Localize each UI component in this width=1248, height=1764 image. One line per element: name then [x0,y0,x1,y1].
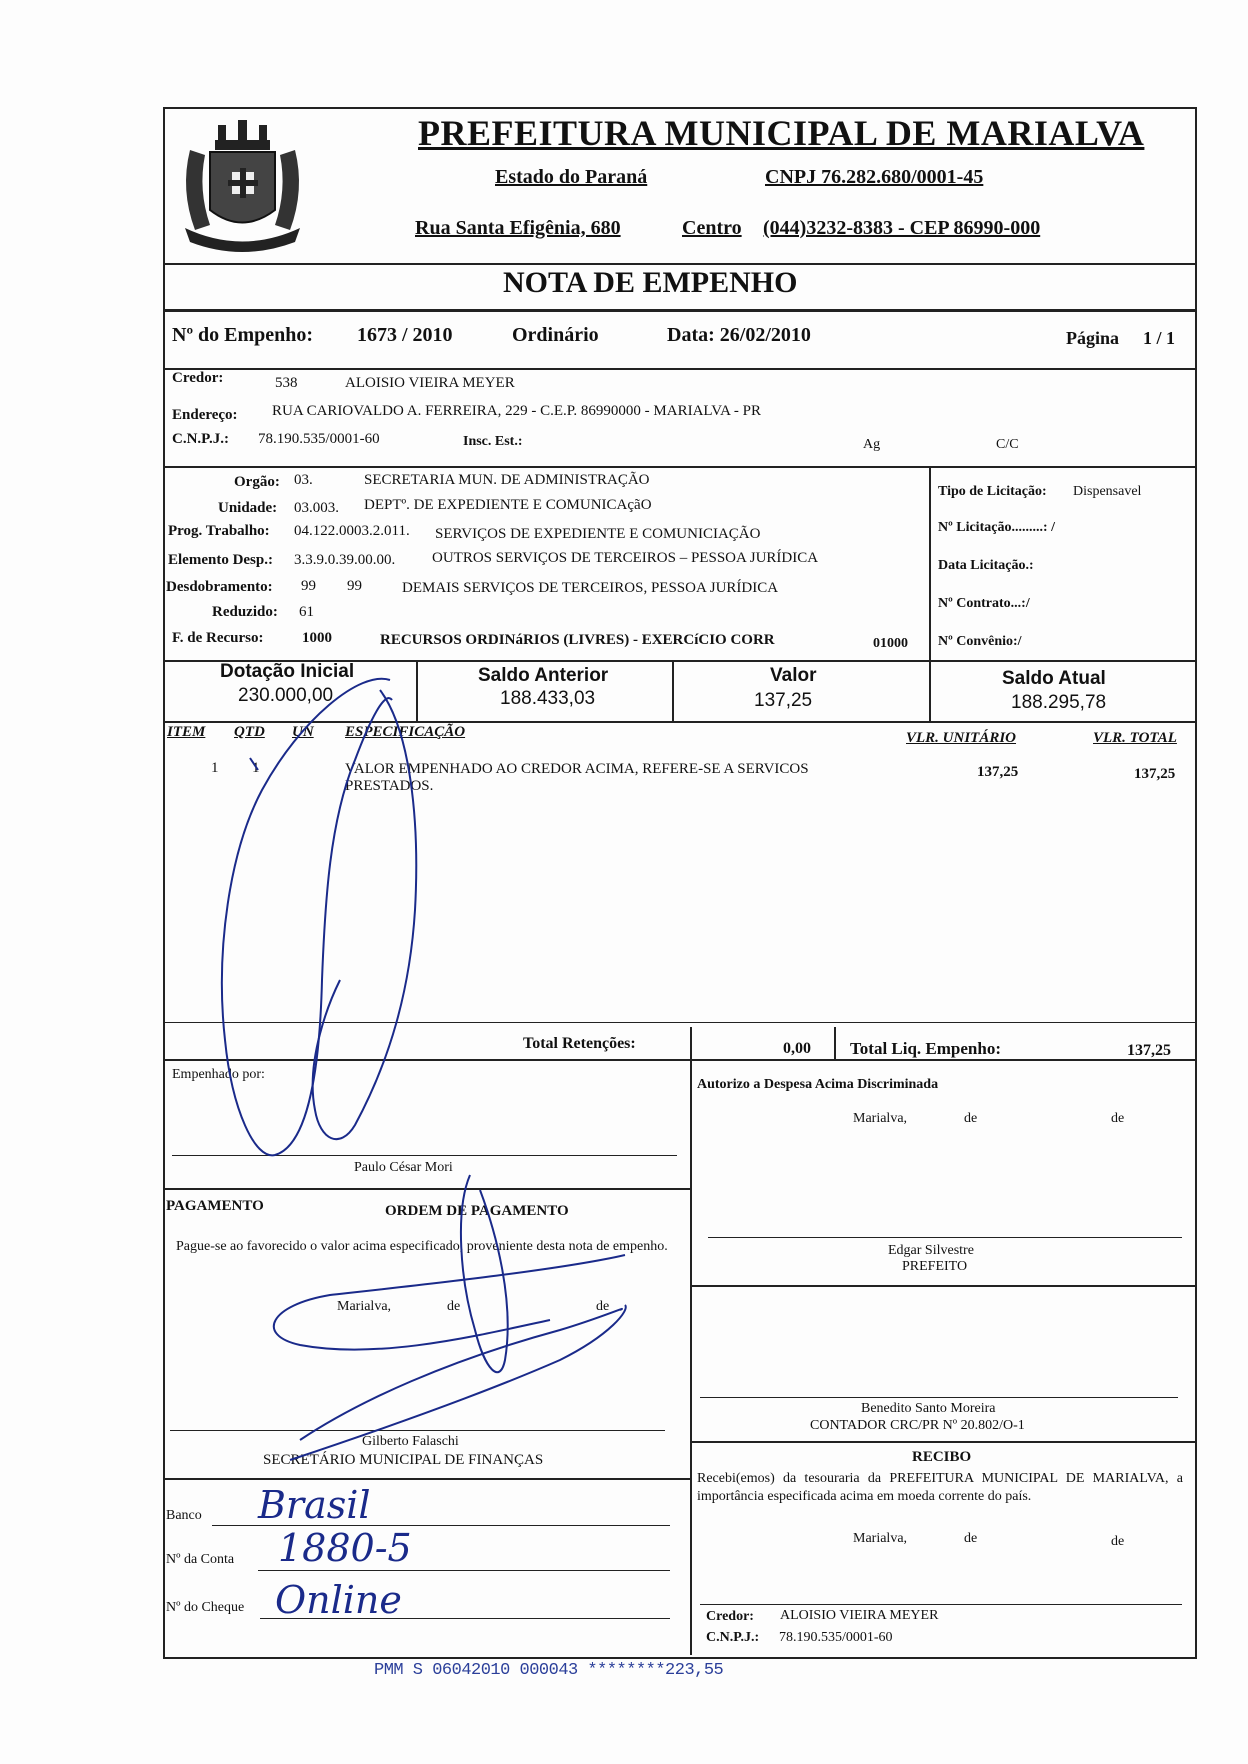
desdob-desc: DEMAIS SERVIÇOS DE TERCEIROS, PESSOA JURÍDICA [402,580,779,596]
header-address: Rua Santa Efigênia, 680 [415,217,621,239]
pagamento-de1: de [447,1299,461,1314]
credor-label: Credor: [172,370,224,386]
convenio: Nº Convênio:/ [938,634,1022,649]
liq-value: 137,25 [1127,1042,1171,1059]
desdob-code1: 99 [301,578,316,594]
header-cnpj: CNPJ 76.282.680/0001-45 [765,166,984,188]
ag-label: Ag [863,437,881,452]
cnpj: 78.190.535/0001-60 [258,431,380,447]
unidade-label: Unidade: [218,500,278,516]
contador-signer: Benedito Santo Moreira [861,1401,996,1416]
cc-label: C/C [996,437,1019,452]
item-espec-line1: VALOR EMPENHADO AO CREDOR ACIMA, REFERE-SE A SERVICOS [345,761,809,777]
conta-value: 1880-5 [278,1526,412,1570]
banco-label: Banco [166,1508,202,1523]
page-number: 1 / 1 [1143,328,1176,348]
reduzido: 61 [299,604,314,620]
empenho-number: 1673 / 2010 [357,324,453,346]
liq-label: Total Liq. Empenho: [850,1039,1001,1058]
recibo-cnpj: 78.190.535/0001-60 [779,1630,893,1645]
page-label: Página [1066,328,1120,348]
unidade-desc: DEPTº. DE EXPEDIENTE E COMUNICAçãO [364,497,652,513]
recibo-credor-label: Credor: [706,1609,754,1624]
orgao-desc: SECRETARIA MUN. DE ADMINISTRAÇÃO [364,472,650,488]
pagamento-text: Pague-se ao favorecido o valor acima especificado, proveniente desta nota de empenho. [176,1239,668,1254]
recibo-de2: de [1111,1534,1125,1549]
endereco: RUA CARIOVALDO A. FERREIRA, 229 - C.E.P. 86990000 - MARIALVA - PR [272,403,761,419]
autorizo-de1: de [964,1111,978,1126]
pagamento-role: SECRETÁRIO MUNICIPAL DE FINANÇAS [263,1452,544,1468]
elemento-desc: OUTROS SERVIÇOS DE TERCEIROS – PESSOA JURÍDICA [432,550,819,566]
item-total: 137,25 [1134,766,1176,782]
autorizo-label: Autorizo a Despesa Acima Discriminada [697,1077,939,1092]
prog-desc: SERVIÇOS DE EXPEDIENTE E COMUNICIAÇÃO [435,526,761,542]
orgao-label: Orgão: [234,474,280,490]
banco-value: Brasil [258,1483,371,1527]
col-item: ITEM [167,724,206,740]
elemento-label: Elemento Desp.: [168,552,273,568]
tipo-licitacao-label: Tipo de Licitação: [938,484,1047,499]
header-district: Centro [682,217,742,239]
unidade-code: 03.003. [294,500,339,516]
cnpj-label: C.N.P.J.: [172,431,229,447]
empenho-date: Data: 26/02/2010 [667,324,811,346]
saldo-atual-value: 188.295,78 [1011,692,1107,713]
item-number: 1 [211,760,219,776]
endereco-label: Endereço: [172,407,238,423]
recibo-cnpj-label: C.N.P.J.: [706,1630,760,1645]
numero-licitacao: Nº Licitação.........: / [938,520,1055,535]
tipo-licitacao: Dispensavel [1073,484,1142,499]
dotacao-value: 230.000,00 [238,685,334,706]
autorizo-de2: de [1111,1111,1125,1126]
prog-label: Prog. Trabalho: [168,523,270,539]
ordem-pagamento: ORDEM DE PAGAMENTO [385,1203,569,1219]
desdob-code2: 99 [347,578,362,594]
saldo-atual-label: Saldo Atual [1002,668,1106,689]
header-state: Estado do Paraná [495,166,648,188]
retencoes-value: 0,00 [783,1040,811,1057]
recurso-code: 1000 [302,630,332,646]
item-unit: 137,25 [977,764,1019,780]
elemento-code: 3.3.9.0.39.00.00. [294,552,396,568]
cheque-value: Online [275,1578,402,1622]
saldo-anterior-value: 188.433,03 [500,688,596,709]
recibo-place: Marialva, [853,1531,908,1546]
desdob-label: Desdobramento: [166,579,273,595]
cheque-label: Nº do Cheque [166,1600,245,1615]
contrato: Nº Contrato...:/ [938,596,1030,611]
dotacao-label: Dotação Inicial [220,661,355,682]
conta-label: Nº da Conta [166,1552,235,1567]
recibo-text: Recebi(emos) da tesouraria da PREFEITURA MUNICIPAL DE MARIALVA, a importância especificada acima em moeda corrente do país. [697,1471,1183,1504]
col-un: UN [292,724,314,740]
recibo-credor: ALOISIO VIEIRA MEYER [780,1608,939,1623]
insc-label: Insc. Est.: [463,434,523,449]
recurso-desc: RECURSOS ORDINáRIOS (LIVRES) - EXERCíCIO CORR [380,632,775,648]
payment-stamp: PMM S 06042010 000043 ********223,55 [374,1661,724,1680]
empenho-number-label: Nº do Empenho: [172,324,314,346]
data-licitacao: Data Licitação.: [938,558,1034,573]
doc-title: NOTA DE EMPENHO [503,266,798,299]
credor-name: ALOISIO VIEIRA MEYER [345,375,515,391]
valor-label: Valor [770,665,817,686]
valor-value: 137,25 [754,690,813,711]
empenho-type: Ordinário [512,324,599,346]
prog-code: 04.122.0003.2.011. [294,523,410,539]
header-phone: (044)3232-8383 - CEP 86990-000 [763,217,1041,239]
col-total: VLR. TOTAL [1093,730,1177,746]
reduzido-label: Reduzido: [212,604,278,620]
header-title: PREFEITURA MUNICIPAL DE MARIALVA [418,113,1145,153]
prefeito-signer: Edgar Silvestre [888,1243,974,1258]
prefeito-role: PREFEITO [902,1259,968,1274]
recibo-de1: de [964,1531,978,1546]
contador-role: CONTADOR CRC/PR Nº 20.802/O-1 [810,1418,1025,1433]
col-qtd: QTD [234,724,265,740]
empenhado-signer: Paulo César Mori [354,1160,453,1175]
autorizo-place: Marialva, [853,1111,908,1126]
empenhado-label: Empenhado por: [172,1067,265,1082]
saldo-anterior-label: Saldo Anterior [478,665,609,686]
pagamento-place: Marialva, [337,1299,392,1314]
item-qtd: 1 [252,760,260,776]
col-unit: VLR. UNITÁRIO [906,730,1017,746]
orgao-code: 03. [294,472,313,488]
pagamento-label: PAGAMENTO [166,1198,264,1214]
credor-code: 538 [275,375,298,391]
pagamento-signer: Gilberto Falaschi [362,1434,459,1449]
recurso-label: F. de Recurso: [172,630,264,646]
recibo-title: RECIBO [912,1449,972,1465]
col-espec: ESPECIFICAÇÃO [345,724,466,740]
recurso-code2: 01000 [873,636,908,651]
retencoes-label: Total Retenções: [523,1035,636,1052]
pagamento-de2: de [596,1299,610,1314]
item-espec-line2: PRESTADOS. [345,778,434,794]
